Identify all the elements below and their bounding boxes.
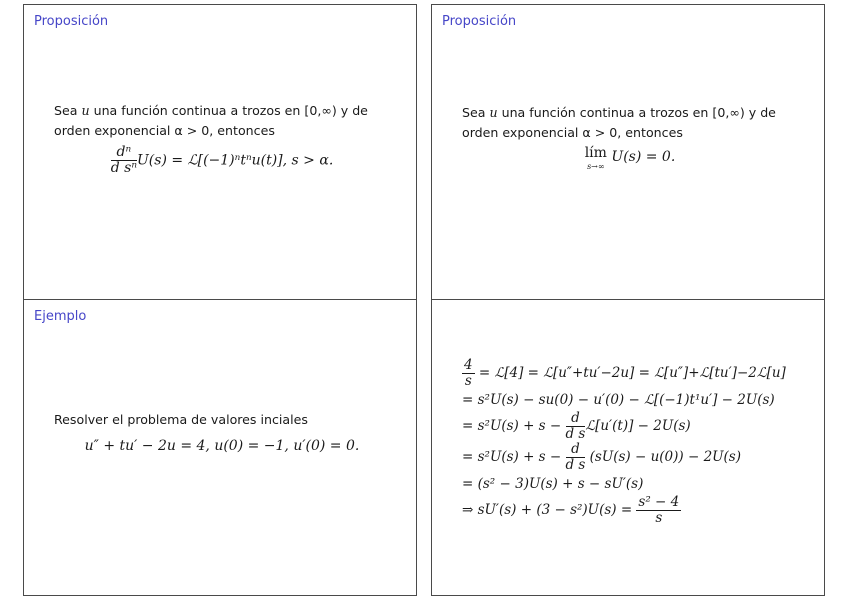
slide-title: Proposición (442, 14, 517, 29)
slide-proposicion-derivada (23, 4, 417, 300)
slide-title: Proposición (34, 14, 109, 29)
slide-proposicion-limite (431, 4, 825, 300)
statement-line-2: orden exponencial α > 0, entonces (54, 123, 275, 138)
formula-derivative: $\frac{\text{dⁿ}}{\text{d sⁿ}}$ U(s) = ℒ[(−1)ⁿtⁿu(t)], s > α. (110, 144, 334, 176)
derivation-block (462, 358, 786, 526)
slide-body (54, 101, 390, 176)
slide-title: Ejemplo (34, 309, 87, 324)
statement-line-1: Sea u una función continua a trozos en [0,∞) y de (54, 103, 368, 118)
slide-body (462, 103, 798, 173)
slide-derivation (431, 299, 825, 596)
slide-ejemplo (23, 299, 417, 596)
statement-line-2: orden exponencial α > 0, entonces (462, 125, 683, 140)
derivation-row-5: = (s² − 3)U(s) + s − sU′(s) (462, 476, 644, 492)
statement-line-1: Sea u una función continua a trozos en [0,∞) y de (462, 105, 776, 120)
slide-body (54, 410, 390, 456)
formula-ivp: u″ + tu′ − 2u = 4, u(0) = −1, u′(0) = 0. (84, 438, 360, 454)
derivation-row-3: = s²U(s) + s − $\frac{d}{\text{d s}}$ ℒ[u′(t)] − 2U(s) (462, 410, 691, 442)
derivation-row-1: $\frac{4}{s}$ = ℒ[4] = ℒ[u″+tu′−2u] = ℒ[u″]+ℒ[tu′]−2ℒ[u] (464, 357, 786, 389)
derivation-row-4: = s²U(s) + s − $\frac{d}{\text{d s}}$ (sU(s) − u(0)) − 2U(s) (462, 441, 742, 473)
example-statement: Resolver el problema de valores inciales (54, 412, 308, 427)
derivation-row-6: ⇒ sU′(s) + (3 − s²)U(s) = $\frac{\text{s² − 4}}{s}$ (462, 494, 680, 526)
derivation-row-2: = s²U(s) − su(0) − u′(0) − ℒ[(−1)t¹u′] − 2U(s) (462, 392, 775, 408)
formula-limit: lím s→∞ U(s) = 0. (584, 145, 676, 171)
